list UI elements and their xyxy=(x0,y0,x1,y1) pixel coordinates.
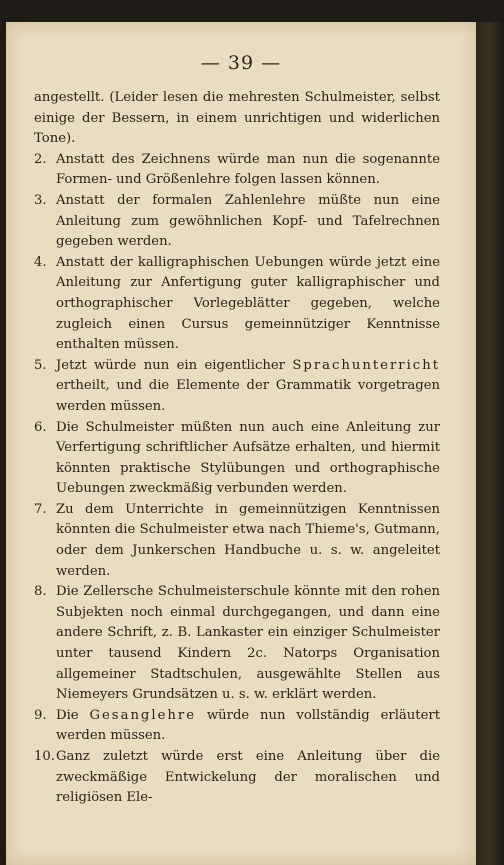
item-number: 6. xyxy=(34,419,47,435)
book-edge xyxy=(476,22,504,865)
item-text: Ganz zuletzt würde erst eine Anleitung über die zweckmäßige Entwickelung der moralischen und religiösen Ele- xyxy=(56,749,440,806)
page-number: — 39 — xyxy=(200,52,282,74)
item-emphasis: Gesanglehre xyxy=(89,707,196,723)
item-text: Anstatt der kalligraphischen Uebungen würde jetzt eine Anleitung zur Anfertigung guter kalligraphischer und orthographischer Vorlegeblätter gegeben, welche zugleich einen Cursus gemeinnütziger Kenntnisse enthalten müssen. xyxy=(56,254,440,353)
item-text: Zu dem Unterrichte in gemeinnützigen Kenntnissen könnten die Schulmeister etwa nach Thieme's, Gutmann, oder dem Junkerschen Handbuche u. s. w. angeleitet werden. xyxy=(56,501,440,579)
item-number: 3. xyxy=(34,192,47,208)
intro-paragraph: angestellt. (Leider lesen die mehresten Schulmeister, selbst einige der Bessern, in einem unrichtigen und widerlichen Tone). xyxy=(34,90,440,147)
item-text-after: ertheilt, und die Elemente der Grammatik vorgetragen werden müssen. xyxy=(56,378,440,414)
list-item-9 xyxy=(34,706,440,747)
list-item-3 xyxy=(34,191,440,253)
item-number: 9. xyxy=(34,707,47,723)
list-item-2 xyxy=(34,150,440,191)
book-page xyxy=(6,22,476,865)
item-text-before: Die xyxy=(56,707,90,723)
list-item-8 xyxy=(34,582,440,706)
list-item-4 xyxy=(34,253,440,356)
item-text: Die Zellersche Schulmeisterschule könnte mit den rohen Subjekten noch einmal durchgegangen, und dann eine andere Schrift, z. B. Lankaster ein einziger Schulmeister unter tausend Kindern 2c. Natorps Organisation allgemeiner Stadtschulen, ausgewählte Stellen aus Niemeyers Grundsätzen u. s. w. erklärt werden. xyxy=(56,584,440,703)
item-number: 4. xyxy=(34,254,47,270)
list-item-7 xyxy=(34,500,440,582)
list-item-10 xyxy=(34,747,440,809)
item-emphasis: Sprachunterricht xyxy=(292,357,440,373)
item-text: Die Schulmeister müßten nun auch eine Anleitung zur Verfertigung schriftlicher Aufsätze erhalten, und hiermit könnten praktische Stylübungen und orthographische Uebungen zweckmäßig verbunden werden. xyxy=(56,419,440,497)
item-text: Anstatt des Zeichnens würde man nun die sogenannte Formen- und Größenlehre folgen lassen können. xyxy=(56,151,440,188)
item-text: Anstatt der formalen Zahlenlehre müßte nun eine Anleitung zum gewöhnlichen Kopf- und Tafelrechnen gegeben werden. xyxy=(56,192,440,250)
item-number: 8. xyxy=(34,584,47,600)
item-number: 10. xyxy=(34,749,55,764)
item-number: 2. xyxy=(34,151,47,167)
item-number: 7. xyxy=(34,501,47,517)
item-number: 5. xyxy=(34,357,47,373)
item-text-before: Jetzt würde nun ein eigentlicher xyxy=(56,357,293,373)
item-text-after: würde nun vollständig erläutert werden müssen. xyxy=(56,707,440,744)
list-item-5 xyxy=(34,356,440,418)
list-item-6 xyxy=(34,418,440,500)
page-text xyxy=(34,88,440,809)
